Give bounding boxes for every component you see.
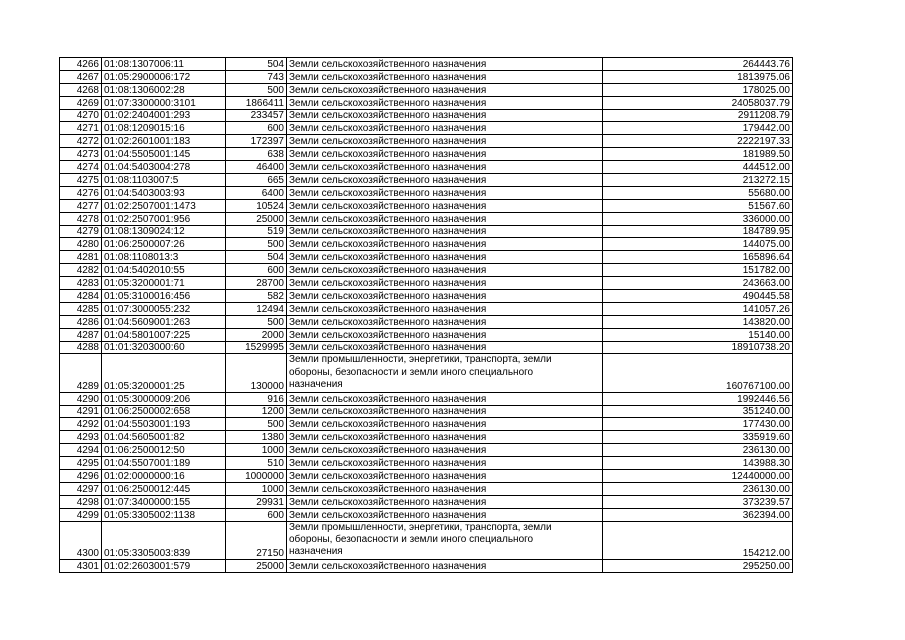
- area-cell: 1380: [226, 431, 287, 444]
- table-row: [60, 212, 793, 225]
- cadastral-value-cell: 2222197.33: [603, 135, 793, 148]
- area-cell: 500: [226, 83, 287, 96]
- cadastral-value-cell: 24058037.79: [603, 96, 793, 109]
- cadastral-number-cell: 01:02:2603001:579: [102, 559, 226, 572]
- cadastral-value-cell: 373239.57: [603, 495, 793, 508]
- table-row: [60, 482, 793, 495]
- area-cell: 1000: [226, 482, 287, 495]
- cadastral-value-cell: 177430.00: [603, 418, 793, 431]
- cadastral-value-cell: 1813975.06: [603, 70, 793, 83]
- land-category-cell: Земли сельскохозяйственного назначения: [287, 457, 603, 470]
- table-body: [60, 58, 793, 573]
- area-cell: 2000: [226, 328, 287, 341]
- row-number-cell: 4296: [60, 470, 102, 483]
- cadastral-number-cell: 01:05:3200001:25: [102, 354, 226, 392]
- table-row: [60, 457, 793, 470]
- cadastral-value-cell: 490445.58: [603, 290, 793, 303]
- row-number-cell: 4274: [60, 161, 102, 174]
- row-number-cell: 4273: [60, 148, 102, 161]
- row-number-cell: 4270: [60, 109, 102, 122]
- cadastral-number-cell: 01:04:5403004:278: [102, 161, 226, 174]
- area-cell: 233457: [226, 109, 287, 122]
- row-number-cell: 4284: [60, 290, 102, 303]
- land-category-cell: Земли сельскохозяйственного назначения: [287, 135, 603, 148]
- land-category-cell: Земли сельскохозяйственного назначения: [287, 70, 603, 83]
- table-row: [60, 354, 793, 392]
- table-row: [60, 521, 793, 559]
- area-cell: 1200: [226, 405, 287, 418]
- cadastral-number-cell: 01:08:1103007:5: [102, 174, 226, 187]
- area-cell: 600: [226, 264, 287, 277]
- row-number-cell: 4282: [60, 264, 102, 277]
- land-category-cell: Земли сельскохозяйственного назначения: [287, 341, 603, 354]
- land-category-cell: Земли сельскохозяйственного назначения: [287, 264, 603, 277]
- table-row: [60, 559, 793, 572]
- cadastral-number-cell: 01:04:5503001:193: [102, 418, 226, 431]
- cadastral-number-cell: 01:08:1108013:3: [102, 251, 226, 264]
- cadastral-number-cell: 01:02:0000000:16: [102, 470, 226, 483]
- row-number-cell: 4290: [60, 392, 102, 405]
- cadastral-number-cell: 01:05:3305003:839: [102, 521, 226, 559]
- row-number-cell: 4277: [60, 199, 102, 212]
- table-row: [60, 161, 793, 174]
- land-category-cell: Земли сельскохозяйственного назначения: [287, 495, 603, 508]
- row-number-cell: 4285: [60, 302, 102, 315]
- land-category-cell: Земли сельскохозяйственного назначения: [287, 122, 603, 135]
- cadastral-number-cell: 01:02:2404001:293: [102, 109, 226, 122]
- cadastral-value-cell: 165896.64: [603, 251, 793, 264]
- area-cell: 29931: [226, 495, 287, 508]
- area-cell: 500: [226, 238, 287, 251]
- cadastral-value-cell: 141057.26: [603, 302, 793, 315]
- cadastral-number-cell: 01:05:3000009:206: [102, 392, 226, 405]
- table-row: [60, 315, 793, 328]
- area-cell: 500: [226, 418, 287, 431]
- cadastral-value-cell: 184789.95: [603, 225, 793, 238]
- table-row: [60, 328, 793, 341]
- cadastral-value-cell: 335919.60: [603, 431, 793, 444]
- cadastral-value-cell: 236130.00: [603, 444, 793, 457]
- cadastral-number-cell: 01:04:5801007:225: [102, 328, 226, 341]
- area-cell: 10524: [226, 199, 287, 212]
- area-cell: 600: [226, 122, 287, 135]
- row-number-cell: 4276: [60, 186, 102, 199]
- row-number-cell: 4279: [60, 225, 102, 238]
- cadastral-value-cell: 243663.00: [603, 277, 793, 290]
- cadastral-value-cell: 178025.00: [603, 83, 793, 96]
- table-row: [60, 83, 793, 96]
- table-row: [60, 251, 793, 264]
- area-cell: 6400: [226, 186, 287, 199]
- area-cell: 600: [226, 508, 287, 521]
- land-category-cell: Земли сельскохозяйственного назначения: [287, 315, 603, 328]
- table-row: [60, 264, 793, 277]
- cadastral-number-cell: 01:01:3203000:60: [102, 341, 226, 354]
- row-number-cell: 4301: [60, 559, 102, 572]
- row-number-cell: 4272: [60, 135, 102, 148]
- table-row: [60, 418, 793, 431]
- area-cell: 130000: [226, 354, 287, 392]
- land-category-cell: Земли сельскохозяйственного назначения: [287, 174, 603, 187]
- row-number-cell: 4298: [60, 495, 102, 508]
- table-row: [60, 405, 793, 418]
- cadastral-value-cell: 154212.00: [603, 521, 793, 559]
- cadastral-value-cell: 18910738.20: [603, 341, 793, 354]
- row-number-cell: 4299: [60, 508, 102, 521]
- row-number-cell: 4294: [60, 444, 102, 457]
- cadastral-number-cell: 01:07:3300000:3101: [102, 96, 226, 109]
- area-cell: 12494: [226, 302, 287, 315]
- table-row: [60, 341, 793, 354]
- cadastral-value-cell: 1992446.56: [603, 392, 793, 405]
- area-cell: 510: [226, 457, 287, 470]
- row-number-cell: 4269: [60, 96, 102, 109]
- row-number-cell: 4291: [60, 405, 102, 418]
- cadastral-value-cell: 144075.00: [603, 238, 793, 251]
- row-number-cell: 4286: [60, 315, 102, 328]
- cadastral-number-cell: 01:08:1309024:12: [102, 225, 226, 238]
- cadastral-value-cell: 160767100.00: [603, 354, 793, 392]
- land-category-cell: Земли сельскохозяйственного назначения: [287, 58, 603, 71]
- land-category-cell: Земли сельскохозяйственного назначения: [287, 328, 603, 341]
- cadastral-number-cell: 01:05:3305002:1138: [102, 508, 226, 521]
- cadastral-number-cell: 01:04:5402010:55: [102, 264, 226, 277]
- cadastral-value-cell: 181989.50: [603, 148, 793, 161]
- area-cell: 1866411: [226, 96, 287, 109]
- land-category-cell: Земли сельскохозяйственного назначения: [287, 186, 603, 199]
- area-cell: 504: [226, 58, 287, 71]
- cadastral-number-cell: 01:04:5505001:145: [102, 148, 226, 161]
- row-number-cell: 4268: [60, 83, 102, 96]
- cadastral-number-cell: 01:05:3100016:456: [102, 290, 226, 303]
- row-number-cell: 4295: [60, 457, 102, 470]
- table-row: [60, 508, 793, 521]
- land-category-cell: Земли сельскохозяйственного назначения: [287, 277, 603, 290]
- table-row: [60, 148, 793, 161]
- cadastral-value-cell: 444512.00: [603, 161, 793, 174]
- table-row: [60, 444, 793, 457]
- table-row: [60, 122, 793, 135]
- cadastral-value-cell: 151782.00: [603, 264, 793, 277]
- land-category-cell: Земли сельскохозяйственного назначения: [287, 212, 603, 225]
- table-row: [60, 199, 793, 212]
- area-cell: 504: [226, 251, 287, 264]
- cadastral-value-cell: 12440000.00: [603, 470, 793, 483]
- table-row: [60, 431, 793, 444]
- area-cell: 638: [226, 148, 287, 161]
- cadastral-value-cell: 351240.00: [603, 405, 793, 418]
- land-category-cell: Земли сельскохозяйственного назначения: [287, 508, 603, 521]
- cadastral-value-cell: 362394.00: [603, 508, 793, 521]
- cadastral-number-cell: 01:05:3200001:71: [102, 277, 226, 290]
- table-row: [60, 277, 793, 290]
- area-cell: 172397: [226, 135, 287, 148]
- row-number-cell: 4297: [60, 482, 102, 495]
- land-category-cell: Земли сельскохозяйственного назначения: [287, 418, 603, 431]
- area-cell: 25000: [226, 559, 287, 572]
- table-row: [60, 96, 793, 109]
- cadastral-value-cell: 51567.60: [603, 199, 793, 212]
- area-cell: 28700: [226, 277, 287, 290]
- cadastral-number-cell: 01:08:1209015:16: [102, 122, 226, 135]
- row-number-cell: 4300: [60, 521, 102, 559]
- cadastral-value-cell: 179442.00: [603, 122, 793, 135]
- land-category-cell: Земли сельскохозяйственного назначения: [287, 392, 603, 405]
- land-category-cell: Земли сельскохозяйственного назначения: [287, 290, 603, 303]
- land-category-cell: Земли сельскохозяйственного назначения: [287, 148, 603, 161]
- cadastral-number-cell: 01:06:2500012:445: [102, 482, 226, 495]
- land-category-cell: Земли сельскохозяйственного назначения: [287, 470, 603, 483]
- cadastral-number-cell: 01:02:2507001:1473: [102, 199, 226, 212]
- land-category-cell: Земли сельскохозяйственного назначения: [287, 161, 603, 174]
- table-row: [60, 70, 793, 83]
- row-number-cell: 4283: [60, 277, 102, 290]
- row-number-cell: 4266: [60, 58, 102, 71]
- table-row: [60, 392, 793, 405]
- row-number-cell: 4275: [60, 174, 102, 187]
- cadastral-value-cell: 295250.00: [603, 559, 793, 572]
- area-cell: 519: [226, 225, 287, 238]
- cadastral-number-cell: 01:02:2601001:183: [102, 135, 226, 148]
- cadastral-number-cell: 01:06:2500007:26: [102, 238, 226, 251]
- row-number-cell: 4292: [60, 418, 102, 431]
- area-cell: 743: [226, 70, 287, 83]
- land-category-cell: Земли сельскохозяйственного назначения: [287, 238, 603, 251]
- land-category-cell: Земли сельскохозяйственного назначения: [287, 302, 603, 315]
- land-category-cell: Земли сельскохозяйственного назначения: [287, 405, 603, 418]
- table-row: [60, 58, 793, 71]
- cadastral-number-cell: 01:04:5609001:263: [102, 315, 226, 328]
- land-category-cell: Земли промышленности, энергетики, транспорта, земли обороны, безопасности и земли иного специального назначения: [287, 521, 603, 559]
- land-category-cell: Земли промышленности, энергетики, транспорта, земли обороны, безопасности и земли иного специального назначения: [287, 354, 603, 392]
- cadastral-number-cell: 01:05:2900006:172: [102, 70, 226, 83]
- cadastral-number-cell: 01:04:5605001:82: [102, 431, 226, 444]
- cadastral-value-cell: 236130.00: [603, 482, 793, 495]
- cadastral-number-cell: 01:06:2500002:658: [102, 405, 226, 418]
- cadastral-value-cell: 143820.00: [603, 315, 793, 328]
- cadastral-value-cell: 15140.00: [603, 328, 793, 341]
- land-category-cell: Земли сельскохозяйственного назначения: [287, 96, 603, 109]
- cadastral-number-cell: 01:07:3400000:155: [102, 495, 226, 508]
- cadastral-number-cell: 01:07:3000055:232: [102, 302, 226, 315]
- cadastral-value-cell: 213272.15: [603, 174, 793, 187]
- land-category-cell: Земли сельскохозяйственного назначения: [287, 199, 603, 212]
- row-number-cell: 4271: [60, 122, 102, 135]
- land-category-cell: Земли сельскохозяйственного назначения: [287, 83, 603, 96]
- cadastral-value-cell: 264443.76: [603, 58, 793, 71]
- land-category-cell: Земли сельскохозяйственного назначения: [287, 225, 603, 238]
- area-cell: 46400: [226, 161, 287, 174]
- land-category-cell: Земли сельскохозяйственного назначения: [287, 431, 603, 444]
- table-row: [60, 238, 793, 251]
- cadastral-value-cell: 336000.00: [603, 212, 793, 225]
- row-number-cell: 4293: [60, 431, 102, 444]
- row-number-cell: 4287: [60, 328, 102, 341]
- area-cell: 916: [226, 392, 287, 405]
- table-row: [60, 302, 793, 315]
- cadastral-number-cell: 01:08:1307006:11: [102, 58, 226, 71]
- area-cell: 25000: [226, 212, 287, 225]
- cadastral-value-cell: 55680.00: [603, 186, 793, 199]
- area-cell: 582: [226, 290, 287, 303]
- area-cell: 500: [226, 315, 287, 328]
- cadastral-number-cell: 01:02:2507001:956: [102, 212, 226, 225]
- area-cell: 1000000: [226, 470, 287, 483]
- land-category-cell: Земли сельскохозяйственного назначения: [287, 482, 603, 495]
- area-cell: 1000: [226, 444, 287, 457]
- table-row: [60, 109, 793, 122]
- row-number-cell: 4280: [60, 238, 102, 251]
- cadastral-number-cell: 01:06:2500012:50: [102, 444, 226, 457]
- table-row: [60, 470, 793, 483]
- table-row: [60, 290, 793, 303]
- area-cell: 27150: [226, 521, 287, 559]
- land-category-cell: Земли сельскохозяйственного назначения: [287, 559, 603, 572]
- land-category-cell: Земли сельскохозяйственного назначения: [287, 444, 603, 457]
- land-plots-table: [59, 57, 793, 573]
- cadastral-number-cell: 01:04:5507001:189: [102, 457, 226, 470]
- table-row: [60, 186, 793, 199]
- row-number-cell: 4289: [60, 354, 102, 392]
- row-number-cell: 4278: [60, 212, 102, 225]
- table-row: [60, 225, 793, 238]
- land-category-cell: Земли сельскохозяйственного назначения: [287, 109, 603, 122]
- table-row: [60, 495, 793, 508]
- area-cell: 665: [226, 174, 287, 187]
- land-category-cell: Земли сельскохозяйственного назначения: [287, 251, 603, 264]
- cadastral-number-cell: 01:04:5403003:93: [102, 186, 226, 199]
- table-row: [60, 135, 793, 148]
- row-number-cell: 4281: [60, 251, 102, 264]
- row-number-cell: 4267: [60, 70, 102, 83]
- table-row: [60, 174, 793, 187]
- area-cell: 1529995: [226, 341, 287, 354]
- cadastral-number-cell: 01:08:1306002:28: [102, 83, 226, 96]
- row-number-cell: 4288: [60, 341, 102, 354]
- cadastral-value-cell: 143988.30: [603, 457, 793, 470]
- cadastral-value-cell: 2911208.79: [603, 109, 793, 122]
